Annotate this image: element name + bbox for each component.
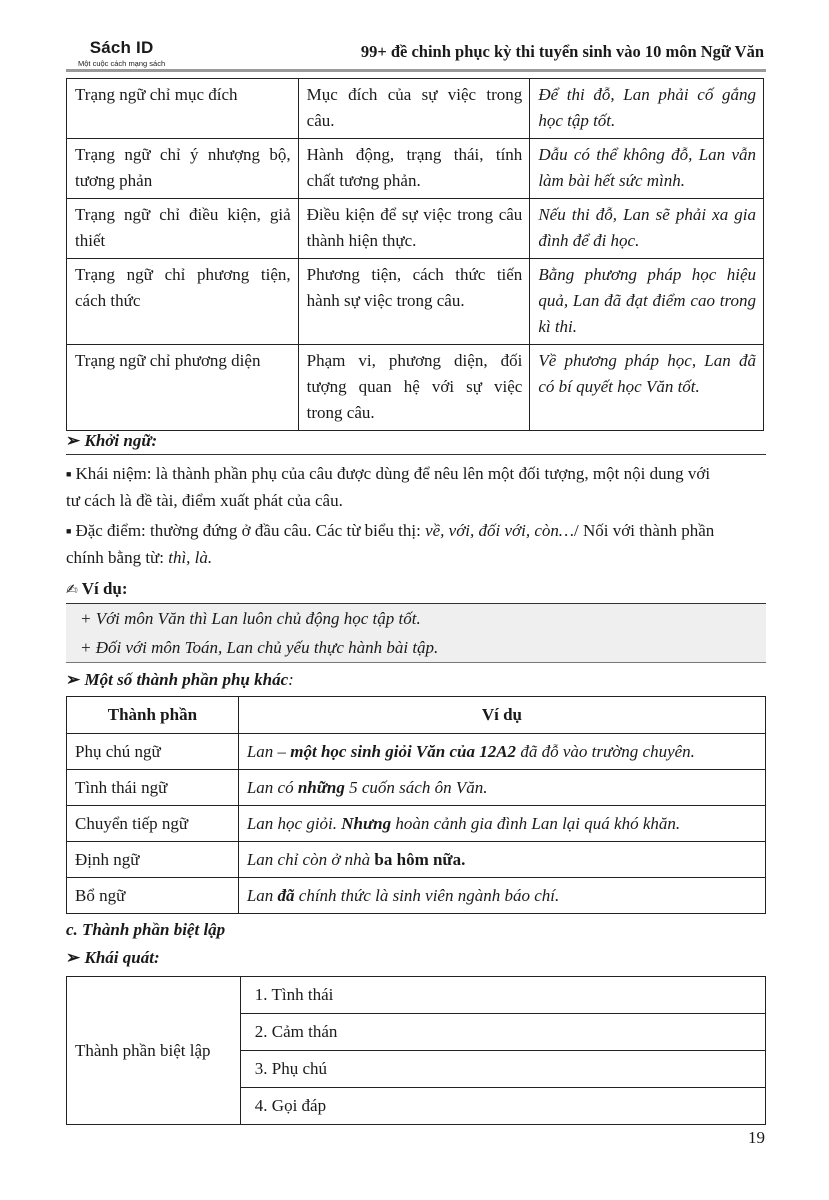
list-item: 3. Phụ chú <box>240 1051 765 1088</box>
overview-title: Khái quát: <box>84 948 160 967</box>
example-emphasis: những <box>297 778 345 797</box>
square-bullet-icon: ■ <box>66 526 72 536</box>
table-row <box>67 734 766 770</box>
merged-label-cell: Thành phần biệt lập <box>67 977 241 1125</box>
heading-colon: : <box>288 670 294 689</box>
khoi-ngu-title: Khởi ngữ: <box>84 431 158 450</box>
independent-components-table <box>66 976 766 1125</box>
adverbial-type: Trạng ngữ chỉ phương tiện, cách thức <box>67 259 299 345</box>
feature-words: thì, là. <box>168 548 213 567</box>
adverbial-meaning: Điều kiện để sự việc trong câu thành hiện thực. <box>298 199 530 259</box>
adverbial-type: Trạng ngữ chỉ điều kiện, giả thiết <box>67 199 299 259</box>
adverbial-example: Bằng phương pháp học hiệu quả, Lan đã đạt điểm cao trong kì thi. <box>530 259 764 345</box>
table-row <box>67 199 764 259</box>
adverbial-example: Nếu thi đỗ, Lan sẽ phải xa gia đình để đi học. <box>530 199 764 259</box>
page-header <box>66 38 766 72</box>
section-c-title: c. Thành phần biệt lập <box>66 920 226 939</box>
column-header: Ví dụ <box>238 697 765 734</box>
table-header-row <box>67 697 766 734</box>
adverbial-type: Trạng ngữ chỉ mục đích <box>67 79 299 139</box>
example-title: Ví dụ: <box>81 579 128 598</box>
adverbial-meaning: Hành động, trạng thái, tính chất tương phản. <box>298 139 530 199</box>
table-row <box>67 79 764 139</box>
adverbial-example: Dẫu có thể không đỗ, Lan vẫn làm bài hết sức mình. <box>530 139 764 199</box>
book-title: 99+ đề chinh phục kỳ thi tuyển sinh vào 10 môn Ngữ Văn <box>360 42 764 61</box>
component-name: Phụ chú ngữ <box>67 734 239 770</box>
adverbial-type: Trạng ngữ chỉ phương diện <box>67 345 299 431</box>
example-text: hoàn cảnh gia đình Lan lại quá khó khăn. <box>391 814 681 833</box>
adverbial-meaning: Phạm vi, phương diện, đối tượng quan hệ với sự việc trong câu. <box>298 345 530 431</box>
table-row <box>67 345 764 431</box>
section-divider <box>66 454 766 455</box>
adverbial-meaning: Mục đích của sự việc trong câu. <box>298 79 530 139</box>
example-text: đã đỗ vào trường chuyên. <box>516 742 695 761</box>
example-emphasis: Nhưng <box>341 814 392 833</box>
table-row <box>67 977 766 1014</box>
list-item: 4. Gọi đáp <box>240 1088 765 1125</box>
feature-line-2 <box>66 545 212 571</box>
pen-icon: ✍ <box>66 582 78 598</box>
adverbial-example: Về phương pháp học, Lan đã có bí quyết học Văn tốt. <box>530 345 764 431</box>
example-text: Lan – <box>246 742 291 761</box>
feature-line <box>66 518 714 544</box>
component-name: Bổ ngữ <box>67 878 239 914</box>
brand-tagline: Một cuộc cách mạng sách <box>78 59 166 68</box>
feature-words: về, với, đối với, còn… <box>425 521 575 540</box>
example-heading <box>66 576 128 603</box>
example-text: Lan có <box>246 778 298 797</box>
khoi-ngu-heading <box>66 428 157 454</box>
component-name: Định ngữ <box>67 842 239 878</box>
other-components-table <box>66 696 766 914</box>
component-example <box>238 806 765 842</box>
component-example <box>238 734 765 770</box>
example-emphasis: đã <box>277 886 295 905</box>
table-row <box>67 770 766 806</box>
arrow-icon: ➢ <box>66 670 81 689</box>
brand-logo <box>78 38 165 68</box>
other-components-title: Một số thành phần phụ khác <box>84 670 289 689</box>
arrow-icon: ➢ <box>66 948 81 967</box>
example-emphasis: ba hôm nữa. <box>374 850 466 869</box>
example-line: + Với môn Văn thì Lan luôn chủ động học tập tốt. <box>80 609 421 628</box>
example-emphasis: một học sinh giỏi Văn của 12A2 <box>290 742 517 761</box>
list-item: 1. Tình thái <box>240 977 765 1014</box>
page-number: 19 <box>748 1128 765 1147</box>
concept-line <box>66 461 710 487</box>
component-name: Chuyển tiếp ngữ <box>67 806 239 842</box>
adverbial-meaning: Phương tiện, cách thức tiến hành sự việc trong câu. <box>298 259 530 345</box>
header-divider <box>66 69 766 72</box>
example-text: chính thức là sinh viên ngành báo chí. <box>294 886 560 905</box>
table-row <box>67 139 764 199</box>
example-text: Lan <box>246 886 278 905</box>
adverbial-example: Để thi đỗ, Lan phải cố gắng học tập tốt. <box>530 79 764 139</box>
component-name: Tình thái ngữ <box>67 770 239 806</box>
feature-text: chính bằng từ: <box>66 548 169 567</box>
component-example <box>238 878 765 914</box>
column-header: Thành phần <box>67 697 239 734</box>
example-box <box>66 604 766 663</box>
list-item: 2. Cảm thán <box>240 1014 765 1051</box>
arrow-icon: ➢ <box>66 431 81 450</box>
example-text: Lan học giỏi. <box>246 814 342 833</box>
concept-line-2: tư cách là đề tài, điểm xuất phát của câu. <box>66 491 343 510</box>
component-example <box>238 842 765 878</box>
adverbial-type: Trạng ngữ chỉ ý nhượng bộ, tương phản <box>67 139 299 199</box>
feature-text: Đặc điểm: thường đứng ở đầu câu. Các từ biểu thị: <box>75 521 426 540</box>
square-bullet-icon: ■ <box>66 469 72 479</box>
example-text: 5 cuốn sách ôn Văn. <box>344 778 488 797</box>
overview-heading <box>66 945 160 971</box>
example-text: Lan chỉ còn ở nhà <box>246 850 375 869</box>
component-example <box>238 770 765 806</box>
table-row <box>67 806 766 842</box>
example-line: + Đối với môn Toán, Lan chủ yếu thực hành bài tập. <box>80 638 439 657</box>
brand-name: Sách ID <box>89 38 154 57</box>
table-row <box>67 878 766 914</box>
other-components-heading <box>66 667 294 693</box>
table-row <box>67 842 766 878</box>
adverbial-table <box>66 78 764 431</box>
concept-text: Khái niệm: là thành phần phụ của câu được dùng để nêu lên một đối tượng, một nội dung với <box>75 464 711 483</box>
feature-text-end: / Nối với thành phần <box>574 521 715 540</box>
table-row <box>67 259 764 345</box>
